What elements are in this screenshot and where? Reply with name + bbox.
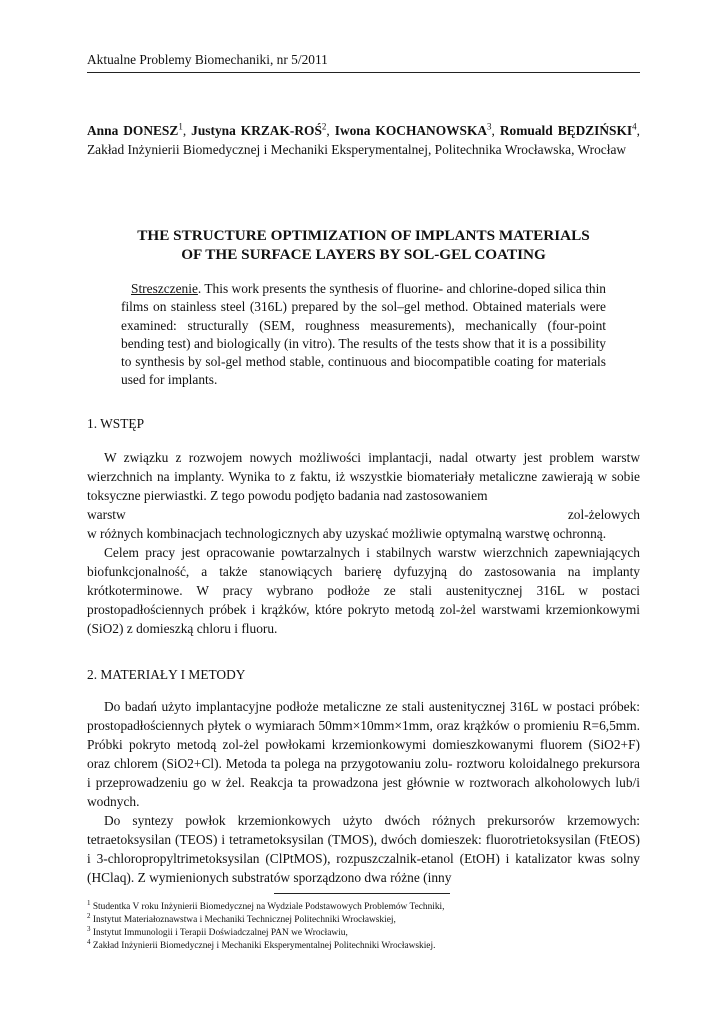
author-footnote-ref: 3 [487,121,492,132]
author-name: Iwona KOCHANOWSKA [334,123,488,138]
author-footnote-ref: 4 [632,121,637,132]
paper-title [87,226,640,264]
footnote-text: Studentka V roku Inżynierii Biomedycznej na Wydziale Podstawowych Problemów Techniki, [90,902,445,912]
split-line [87,505,640,524]
paragraph: Celem pracy jest opracowanie powtarzalnych i stabilnych warstw wierzchnich zapewniających biofunkcjonalność, a także stanowiących barierę dyfuzyjną do zastosowania na implanty krótkoterminowe. W pracy wybrano podłoże ze stali austenitycznej 316L w postaci prostopadłościennych próbek i krążków, które pokryto metodą zol-żel warstwami krzemionkowymi (SiO2) z domieszką chloru i fluoru. [87,545,640,636]
paragraph: Do badań użyto implantacyjne podłoże metaliczne ze stali austenitycznej 316L w postaci próbek: prostopadłościennych płytek o wymiarach 50mm×10mm×1mm, oraz krążków o promieniu R=6,5mm. Próbki pokryto metodą zol-żel powłokami krzemionkowymi domieszkowanymi fluorem (SiO2+F) oraz chlorem (SiO2+Cl). Metoda ta polega na przygotowaniu zolu- roztworu koloidalnego prekursora i przeprowadzeniu go w żel. Reakcja ta prowadzona jest głównie w roztworach alkoholowych lub/i wodnych. [87,699,640,809]
section-heading-methods: 2. MATERIAŁY I METODY [87,667,246,682]
footnote-number: 4 [87,937,91,946]
author-block: Anna DONESZ$^1$, Justyna KRZAK-ROŚ$^2$, Iwona KOCHANOWSKA$^3$, Romuald BĘDZIŃSKI$^4$, Zakład Inżynierii Biomedycznej i Mechaniki Eksperymentalnej, Politechnika Wrocławska, Wrocław [87,121,640,157]
author-footnote-ref: 2 [321,121,327,132]
footnotes [87,898,640,953]
footnote [87,924,640,940]
split-right: zol-żelowych [567,507,640,522]
section-methods-body [87,697,640,887]
footnote-text: Instytut Materiałoznawstwa i Mechaniki Technicznej Politechniki Wrocławskiej, [90,915,396,925]
author-name: Justyna KRZAK-ROŚ [191,123,322,138]
title-line-2: OF THE SURFACE LAYERS BY SOL-GEL COATING [181,246,546,263]
paragraph: W związku z rozwojem nowych możliwości implantacji, nadal otwarty jest problem warstw wierzchnich na implanty. Wynika to z faktu, iż wszystkie biomateriały metaliczne zawierają w sobie toksyczne pierwiastki. Z tego powodu podjęto badania nad zastosowaniem [87,450,640,503]
title-line-1: THE STRUCTURE OPTIMIZATION OF IMPLANTS MATERIALS [137,227,590,244]
footnote-number: 3 [87,924,91,933]
footnote [87,911,640,927]
footnote-text: Zakład Inżynierii Biomedycznej i Mechaniki Eksperymentalnej Politechniki Wrocławskiej. [90,941,436,951]
affiliation: , Zakład Inżynierii Biomedycznej i Mechaniki Eksperymentalnej, Politechnika Wrocławska, Wrocław [87,123,640,157]
author-name: Romuald BĘDZIŃSKI [499,123,633,138]
running-header: Aktualne Problemy Biomechaniki, nr 5/2011 [87,52,640,73]
footnote [87,898,640,914]
section-heading-intro: 1. WSTĘP [87,416,145,431]
footnote-text: Instytut Immunologii i Terapii Doświadczalnej PAN we Wrocławiu, [90,928,348,938]
section-intro-body [87,448,640,638]
abstract-text: . This work presents the synthesis of fluorine- and chlorine-doped silica thin films on stainless steel (316L) prepared by the sol–gel method. Obtained materials were examined: structurally (SEM, roughness measurements), mechanically (four-point bending test) and biologically (in vitro). The results of the tests show that it is a possibility to synthesis by sol-gel method stable, continuous and biocompatible coating for materials used for implants. [121,281,607,388]
paragraph: Do syntezy powłok krzemionkowych użyto dwóch różnych prekursorów krzemowych: tetraetoksysilan (TEOS) i tetrametoksysilan (TMOS), dwóch domieszek: fluorotrietoksysilan (FtEOS) i 3-chloropropyltrimetoksysilan (ClPtMOS), rozpuszczalnik-etanol (EtOH) i katalizator kwas solny (HClaq). Z wymienionych substratów sporządzono dwa różne (inny [87,813,640,885]
author-footnote-ref: 1 [178,121,183,132]
footnote-divider [274,893,450,894]
footnote [87,937,640,953]
footnote-number: 1 [87,898,91,907]
footnote-number: 2 [87,911,91,920]
split-left: warstw [87,507,126,522]
paragraph-continuation: w różnych kombinacjach technologicznych aby uzyskać możliwie optymalną warstwę ochronną. [87,526,607,541]
abstract-label: Streszczenie [131,281,198,296]
abstract [121,280,606,390]
author-name: Anna DONESZ [87,123,179,138]
